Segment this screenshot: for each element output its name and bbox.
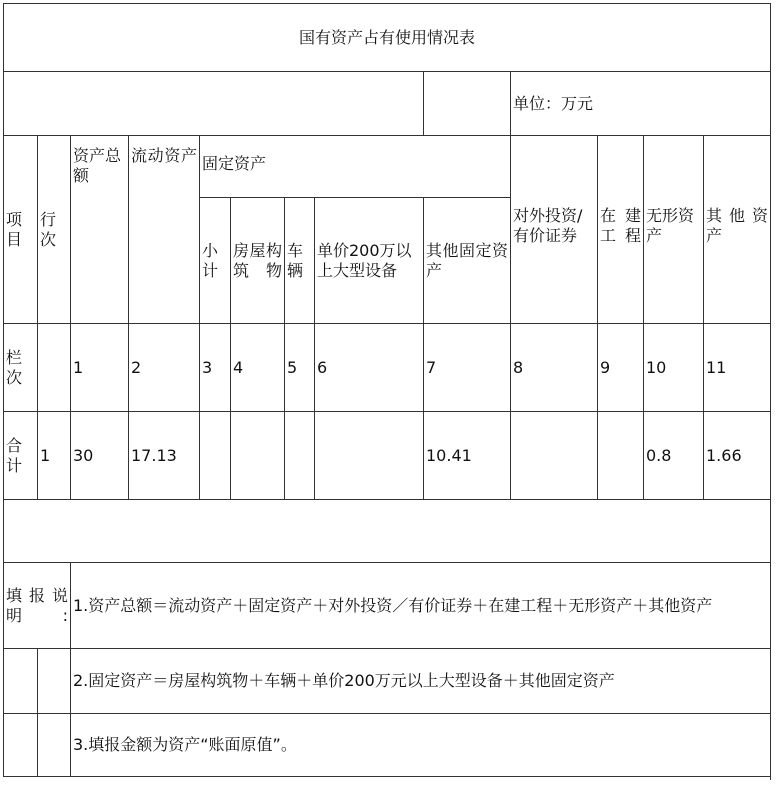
header-buildings: 房屋构筑物 <box>231 198 285 324</box>
total-value <box>200 412 231 500</box>
column-number-label: 栏次 <box>4 324 38 412</box>
total-value: 30 <box>71 412 129 500</box>
total-value <box>598 412 644 500</box>
total-value: 0.8 <box>644 412 704 500</box>
header-current-assets: 流动资产 <box>129 136 200 324</box>
note-item: 3.填报金额为资产“账面原值”。 <box>71 714 771 777</box>
column-number: 1 <box>71 324 129 412</box>
note-item: 2.固定资产＝房屋构筑物＋车辆＋单价200万元以上大型设备＋其他固定资产 <box>71 649 771 714</box>
column-number: 9 <box>598 324 644 412</box>
note-row-3 <box>4 714 771 777</box>
total-row <box>4 412 771 500</box>
total-label: 合计 <box>4 412 38 500</box>
note-row-2 <box>4 649 771 714</box>
blank-cell <box>4 649 38 714</box>
blank-cell <box>38 714 71 777</box>
header-construction: 在建工程 <box>598 136 644 324</box>
title-row <box>4 4 771 72</box>
blank-cell <box>38 324 71 412</box>
blank-cell <box>38 649 71 714</box>
header-investment: 对外投资/有价证券 <box>511 136 598 324</box>
column-number: 2 <box>129 324 200 412</box>
header-subtotal: 小计 <box>200 198 231 324</box>
header-other-fixed: 其他固定资产 <box>424 198 511 324</box>
header-other-assets: 其他资产 <box>704 136 771 324</box>
header-row-1 <box>4 136 771 198</box>
header-fixed-assets: 固定资产 <box>200 136 511 198</box>
column-number: 5 <box>285 324 315 412</box>
total-row-no: 1 <box>38 412 71 500</box>
total-value: 1.66 <box>704 412 771 500</box>
notes-label: 填报说明: <box>4 563 71 649</box>
header-row-no: 行次 <box>38 136 71 324</box>
column-number: 7 <box>424 324 511 412</box>
total-value <box>315 412 424 500</box>
blank-cell <box>4 72 424 136</box>
header-intangible: 无形资产 <box>644 136 704 324</box>
column-number: 10 <box>644 324 704 412</box>
total-value <box>285 412 315 500</box>
blank-cell <box>4 714 38 777</box>
total-value <box>511 412 598 500</box>
header-total-assets: 资产总额 <box>71 136 129 324</box>
unit-label: 单位：万元 <box>511 72 771 136</box>
header-vehicles: 车辆 <box>285 198 315 324</box>
column-number: 6 <box>315 324 424 412</box>
column-number: 11 <box>704 324 771 412</box>
column-number-row <box>4 324 771 412</box>
total-value: 10.41 <box>424 412 511 500</box>
column-number: 4 <box>231 324 285 412</box>
total-value <box>231 412 285 500</box>
note-item: 1.资产总额＝流动资产＋固定资产＋对外投资／有价证券＋在建工程＋无形资产＋其他资产 <box>71 563 771 649</box>
state-assets-table <box>3 3 771 777</box>
header-item: 项目 <box>4 136 38 324</box>
note-row-1 <box>4 563 771 649</box>
blank-row <box>4 500 771 563</box>
column-number: 3 <box>200 324 231 412</box>
unit-row <box>4 72 771 136</box>
header-large-equipment: 单价200万以上大型设备 <box>315 198 424 324</box>
blank-cell <box>4 500 771 563</box>
total-value: 17.13 <box>129 412 200 500</box>
table-title: 国有资产占有使用情况表 <box>4 4 771 72</box>
blank-cell <box>424 72 511 136</box>
column-number: 8 <box>511 324 598 412</box>
